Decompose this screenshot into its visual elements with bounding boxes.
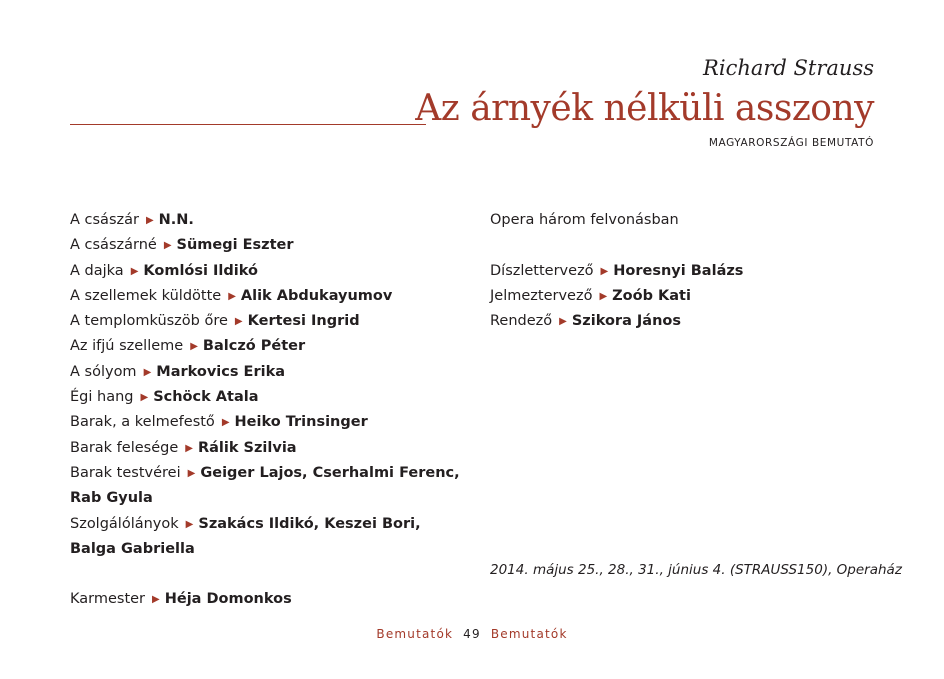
play-triangle-icon: ▶	[228, 290, 236, 302]
play-triangle-icon: ▶	[145, 215, 154, 226]
performer-name: Alik Abdukayumov	[240, 287, 393, 304]
cast-row	[70, 512, 470, 537]
role-label: Díszlettervező	[490, 262, 594, 279]
performer-name: Geiger Lajos, Cserhalmi Ferenc,	[200, 464, 460, 481]
role-label: A templomküszöb őre	[70, 313, 228, 330]
role-label: Karmester	[70, 591, 146, 608]
page-title: Az árnyék nélküli asszony	[415, 88, 874, 129]
cast-row	[70, 334, 470, 359]
credit-row	[490, 309, 880, 334]
play-triangle-icon: ▶	[143, 366, 152, 378]
credit-name: Szikora János	[571, 313, 682, 330]
role-label: A szellemek küldötte	[70, 287, 222, 304]
performer-name: Markovics Erika	[156, 363, 285, 380]
role-label: Jelmeztervező	[490, 287, 593, 304]
play-triangle-icon: ▶	[163, 240, 172, 252]
role-label: A császár	[70, 212, 139, 228]
cast-row	[70, 436, 470, 461]
play-triangle-icon: ▶	[187, 467, 196, 479]
cast-row	[70, 385, 470, 410]
play-triangle-icon: ▶	[221, 417, 230, 429]
cast-row	[70, 259, 470, 284]
cast-row	[70, 360, 470, 385]
composer-name: Richard Strauss	[703, 56, 874, 80]
play-triangle-icon: ▶	[599, 290, 608, 302]
role-label: Barak felesége	[70, 439, 179, 456]
production-info	[490, 208, 880, 334]
role-label: Égi hang	[70, 389, 134, 406]
performer-name: Schöck Atala	[153, 389, 259, 406]
performer-name: Rab Gyula	[70, 490, 153, 507]
cast-row	[70, 410, 470, 435]
role-label: Rendező	[490, 313, 553, 330]
cast-row	[70, 284, 470, 309]
play-triangle-icon: ▶	[185, 518, 194, 530]
role-label: Szolgálólányok	[70, 515, 179, 532]
role-label: A dajka	[70, 262, 124, 279]
play-triangle-icon: ▶	[600, 265, 609, 277]
play-triangle-icon: ▶	[190, 341, 198, 353]
performer-name: Héja Domonkos	[164, 591, 292, 608]
footer-section-left: Bemutatók	[376, 627, 454, 641]
play-triangle-icon: ▶	[559, 316, 567, 328]
spacer	[70, 562, 470, 587]
title-divider	[70, 124, 426, 125]
credit-row	[490, 284, 880, 309]
page-subtitle: MAGYARORSZÁGI BEMUTATÓ	[708, 137, 874, 149]
play-triangle-icon: ▶	[234, 316, 243, 328]
performer-name: Komlósi Ildikó	[143, 262, 258, 279]
cast-row-continuation	[70, 486, 470, 511]
play-triangle-icon: ▶	[152, 594, 160, 606]
play-triangle-icon: ▶	[185, 442, 193, 454]
page-number: 49	[463, 627, 481, 641]
credit-name: Horesnyi Balázs	[613, 262, 744, 279]
cast-row	[70, 309, 470, 334]
page-footer	[0, 627, 944, 641]
footer-section-right: Bemutatók	[490, 627, 568, 641]
performer-name: N.N.	[158, 212, 194, 228]
credit-name: Zoób Kati	[612, 287, 691, 304]
cast-row	[70, 461, 470, 486]
cast-row	[70, 233, 470, 258]
credit-row	[490, 259, 880, 284]
role-label: A sólyom	[70, 363, 137, 380]
spacer	[490, 233, 880, 258]
performer-name: Szakács Ildikó, Keszei Bori,	[198, 515, 421, 532]
performer-name: Balga Gabriella	[70, 540, 195, 557]
cast-row-continuation	[70, 537, 470, 562]
performer-name: Rálik Szilvia	[197, 439, 297, 456]
performer-name: Kertesi Ingrid	[247, 313, 360, 330]
role-label: Barak testvérei	[70, 464, 181, 481]
role-label: Barak, a kelmefestő	[70, 414, 215, 431]
conductor-row	[70, 587, 470, 612]
play-triangle-icon: ▶	[140, 392, 149, 404]
opera-description: Opera három felvonásban	[490, 212, 679, 228]
performer-name: Heiko Trinsinger	[234, 414, 368, 431]
performance-dates: 2014. május 25., 28., 31., június 4. (STRAUSS150), Operaház	[490, 562, 902, 578]
play-triangle-icon: ▶	[130, 265, 139, 277]
role-label: Az ifjú szelleme	[70, 338, 184, 355]
cast-row	[70, 208, 470, 233]
role-label: A császárné	[70, 237, 157, 254]
cast-list	[70, 208, 470, 613]
performer-name: Balczó Péter	[202, 338, 306, 355]
performer-name: Sümegi Eszter	[176, 237, 294, 254]
